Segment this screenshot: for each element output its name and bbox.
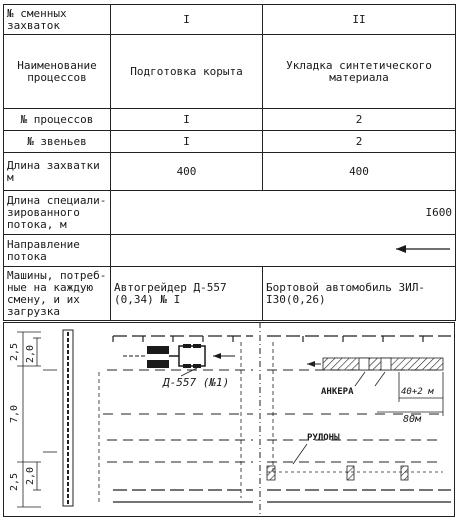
row-label: Длина захватки м [4, 153, 111, 191]
cell-value: 2 [263, 109, 456, 131]
dim-label: 7,0 [9, 404, 20, 424]
machine-i: Автогрейдер Д-557 (0,34) № I [111, 267, 263, 321]
table-row [4, 131, 456, 153]
header-label: № сменных захваток [4, 5, 111, 35]
shift-i-header: I [111, 5, 263, 35]
dim-label: 2,5 [9, 472, 20, 492]
row-label: Длина специали-зированного потока, м [4, 191, 111, 235]
process-name-ii: Укладка синтетического материала [263, 35, 456, 109]
road-edge-bottom [113, 490, 451, 502]
cell-value: 400 [111, 153, 263, 191]
table-row [4, 109, 456, 131]
process-table [3, 4, 456, 321]
rolls-label: РУЛОНЫ [307, 433, 340, 443]
table-row [4, 267, 456, 321]
road-section-diagram [3, 322, 455, 517]
flow-direction-cell [111, 235, 456, 267]
table-row [4, 35, 456, 109]
cell-value: I [111, 109, 263, 131]
dim-label: 2,0 [25, 344, 36, 364]
cell-value: I [111, 131, 263, 153]
material-rolls [267, 466, 408, 480]
cell-value: 400 [263, 153, 456, 191]
table-row [4, 235, 456, 267]
anchors-label: АНКЕРА [321, 387, 354, 397]
row-label: Наименование процессов [4, 35, 111, 109]
motor-grader-icon [123, 344, 235, 368]
spacing-large-label: 80м [403, 414, 422, 425]
row-label: Направление потока [4, 235, 111, 267]
machine-ii: Бортовой автомобиль ЗИЛ-I30(0,26) [263, 267, 456, 321]
road-edge-top [113, 336, 451, 342]
spacing-small-label: 40+2 м [401, 387, 434, 397]
road-edge-strip [63, 330, 73, 506]
direction-arrow-icon [114, 242, 454, 256]
table-row [4, 191, 456, 235]
table-row [4, 153, 456, 191]
dim-label: 2,5 [9, 342, 20, 362]
flow-length-value: I600 [111, 191, 456, 235]
row-label: Машины, потреб-ные на каждую смену, и их загрузка [4, 267, 111, 321]
header-row [4, 5, 456, 35]
process-name-i: Подготовка корыта [111, 35, 263, 109]
dim-label: 2,0 [25, 466, 36, 486]
row-label: № звеньев [4, 131, 111, 153]
machine-label: Д-557 (№1) [163, 376, 230, 389]
synthetic-material-band [323, 358, 443, 370]
cell-value: 2 [263, 131, 456, 153]
shift-ii-header: II [263, 5, 456, 35]
row-label: № процессов [4, 109, 111, 131]
